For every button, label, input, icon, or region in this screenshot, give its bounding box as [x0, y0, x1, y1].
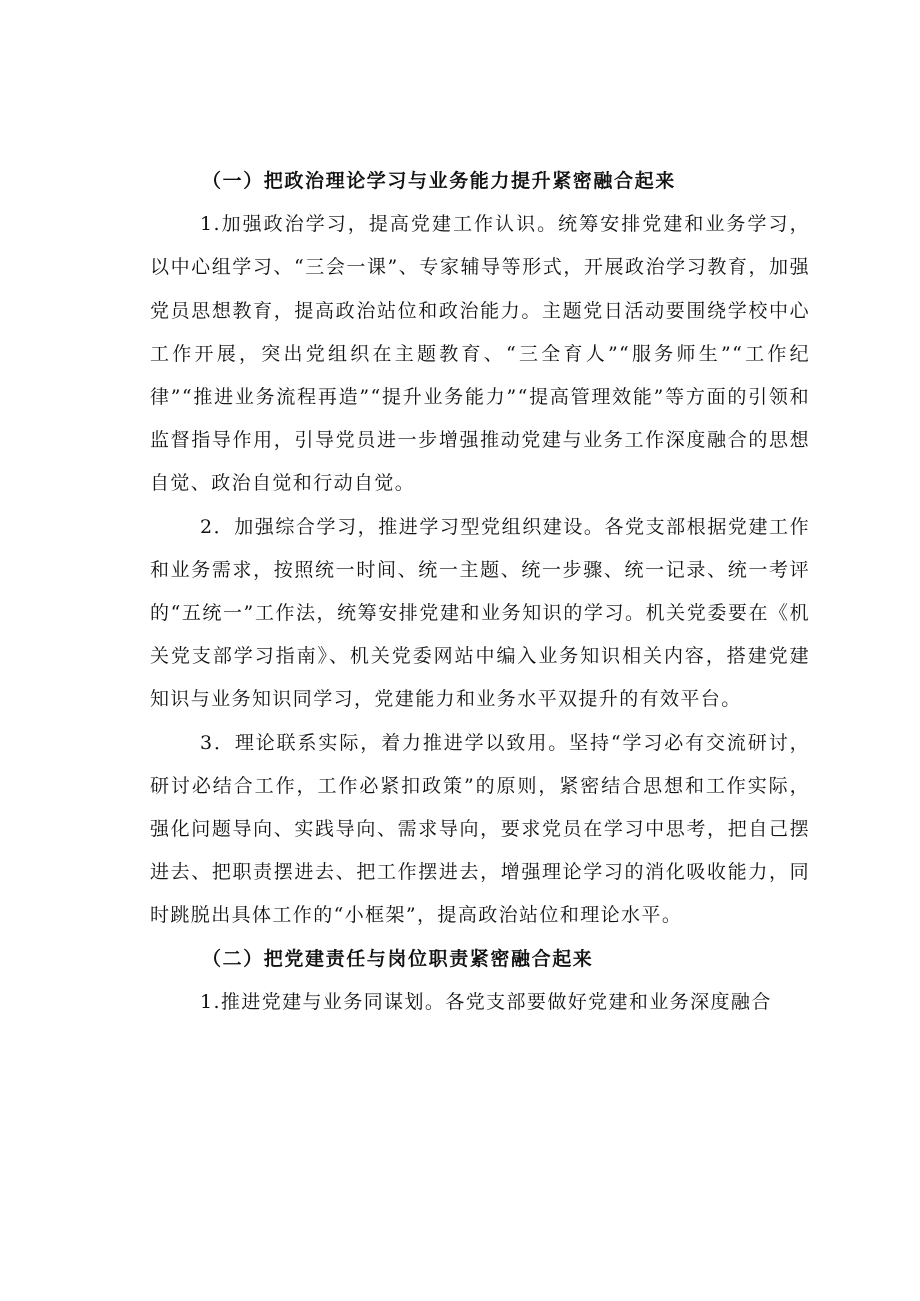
- paragraph-1-2: 2．加强综合学习，推进学习型党组织建设。各党支部根据党建工作和业务需求，按照统一时间、统一主题、统一步骤、统一记录、统一考评的“五统一”工作法，统筹安排党建和业务知识的学习。机关党委要在《机关党支部学习指南》、机关党委网站中编入业务知识相关内容，搭建党建知识与业务知识同学习，党建能力和业务水平双提升的有效平台。: [150, 515, 810, 711]
- section-2-heading: （二）把党建责任与岗位职责紧密融合起来: [202, 947, 594, 970]
- document-body: [150, 160, 810, 1024]
- section-1-heading: （一）把政治理论学习与业务能力提升紧密融合起来: [202, 170, 676, 192]
- paragraph-1-1: 1.加强政治学习，提高党建工作认识。统筹安排党建和业务学习，以中心组学习、“三会一课”、专家辅导等形式，开展政治学习教育，加强党员思想教育，提高政治站位和政治能力。主题党日活动要围绕学校中心工作开展，突出党组织在主题教育、“三全育人”“服务师生”“工作纪律”“推进业务流程再造”“提升业务能力”“提高管理效能”等方面的引领和监督指导作用，引导党员进一步增强推动党建与业务工作深度融合的思想自觉、政治自觉和行动自觉。: [150, 213, 810, 495]
- paragraph-1-3: 3．理论联系实际，着力推进学以致用。坚持“学习必有交流研讨，研讨必结合工作，工作必紧扣政策”的原则，紧密结合思想和工作实际，强化问题导向、实践导向、需求导向，要求党员在学习中思考，把自己摆进去、把职责摆进去、把工作摆进去，增强理论学习的消化吸收能力，同时跳脱出具体工作的“小框架”，提高政治站位和理论水平。: [150, 731, 810, 927]
- paragraph-2-1: 1.推进党建与业务同谋划。各党支部要做好党建和业务深度融合: [200, 990, 772, 1013]
